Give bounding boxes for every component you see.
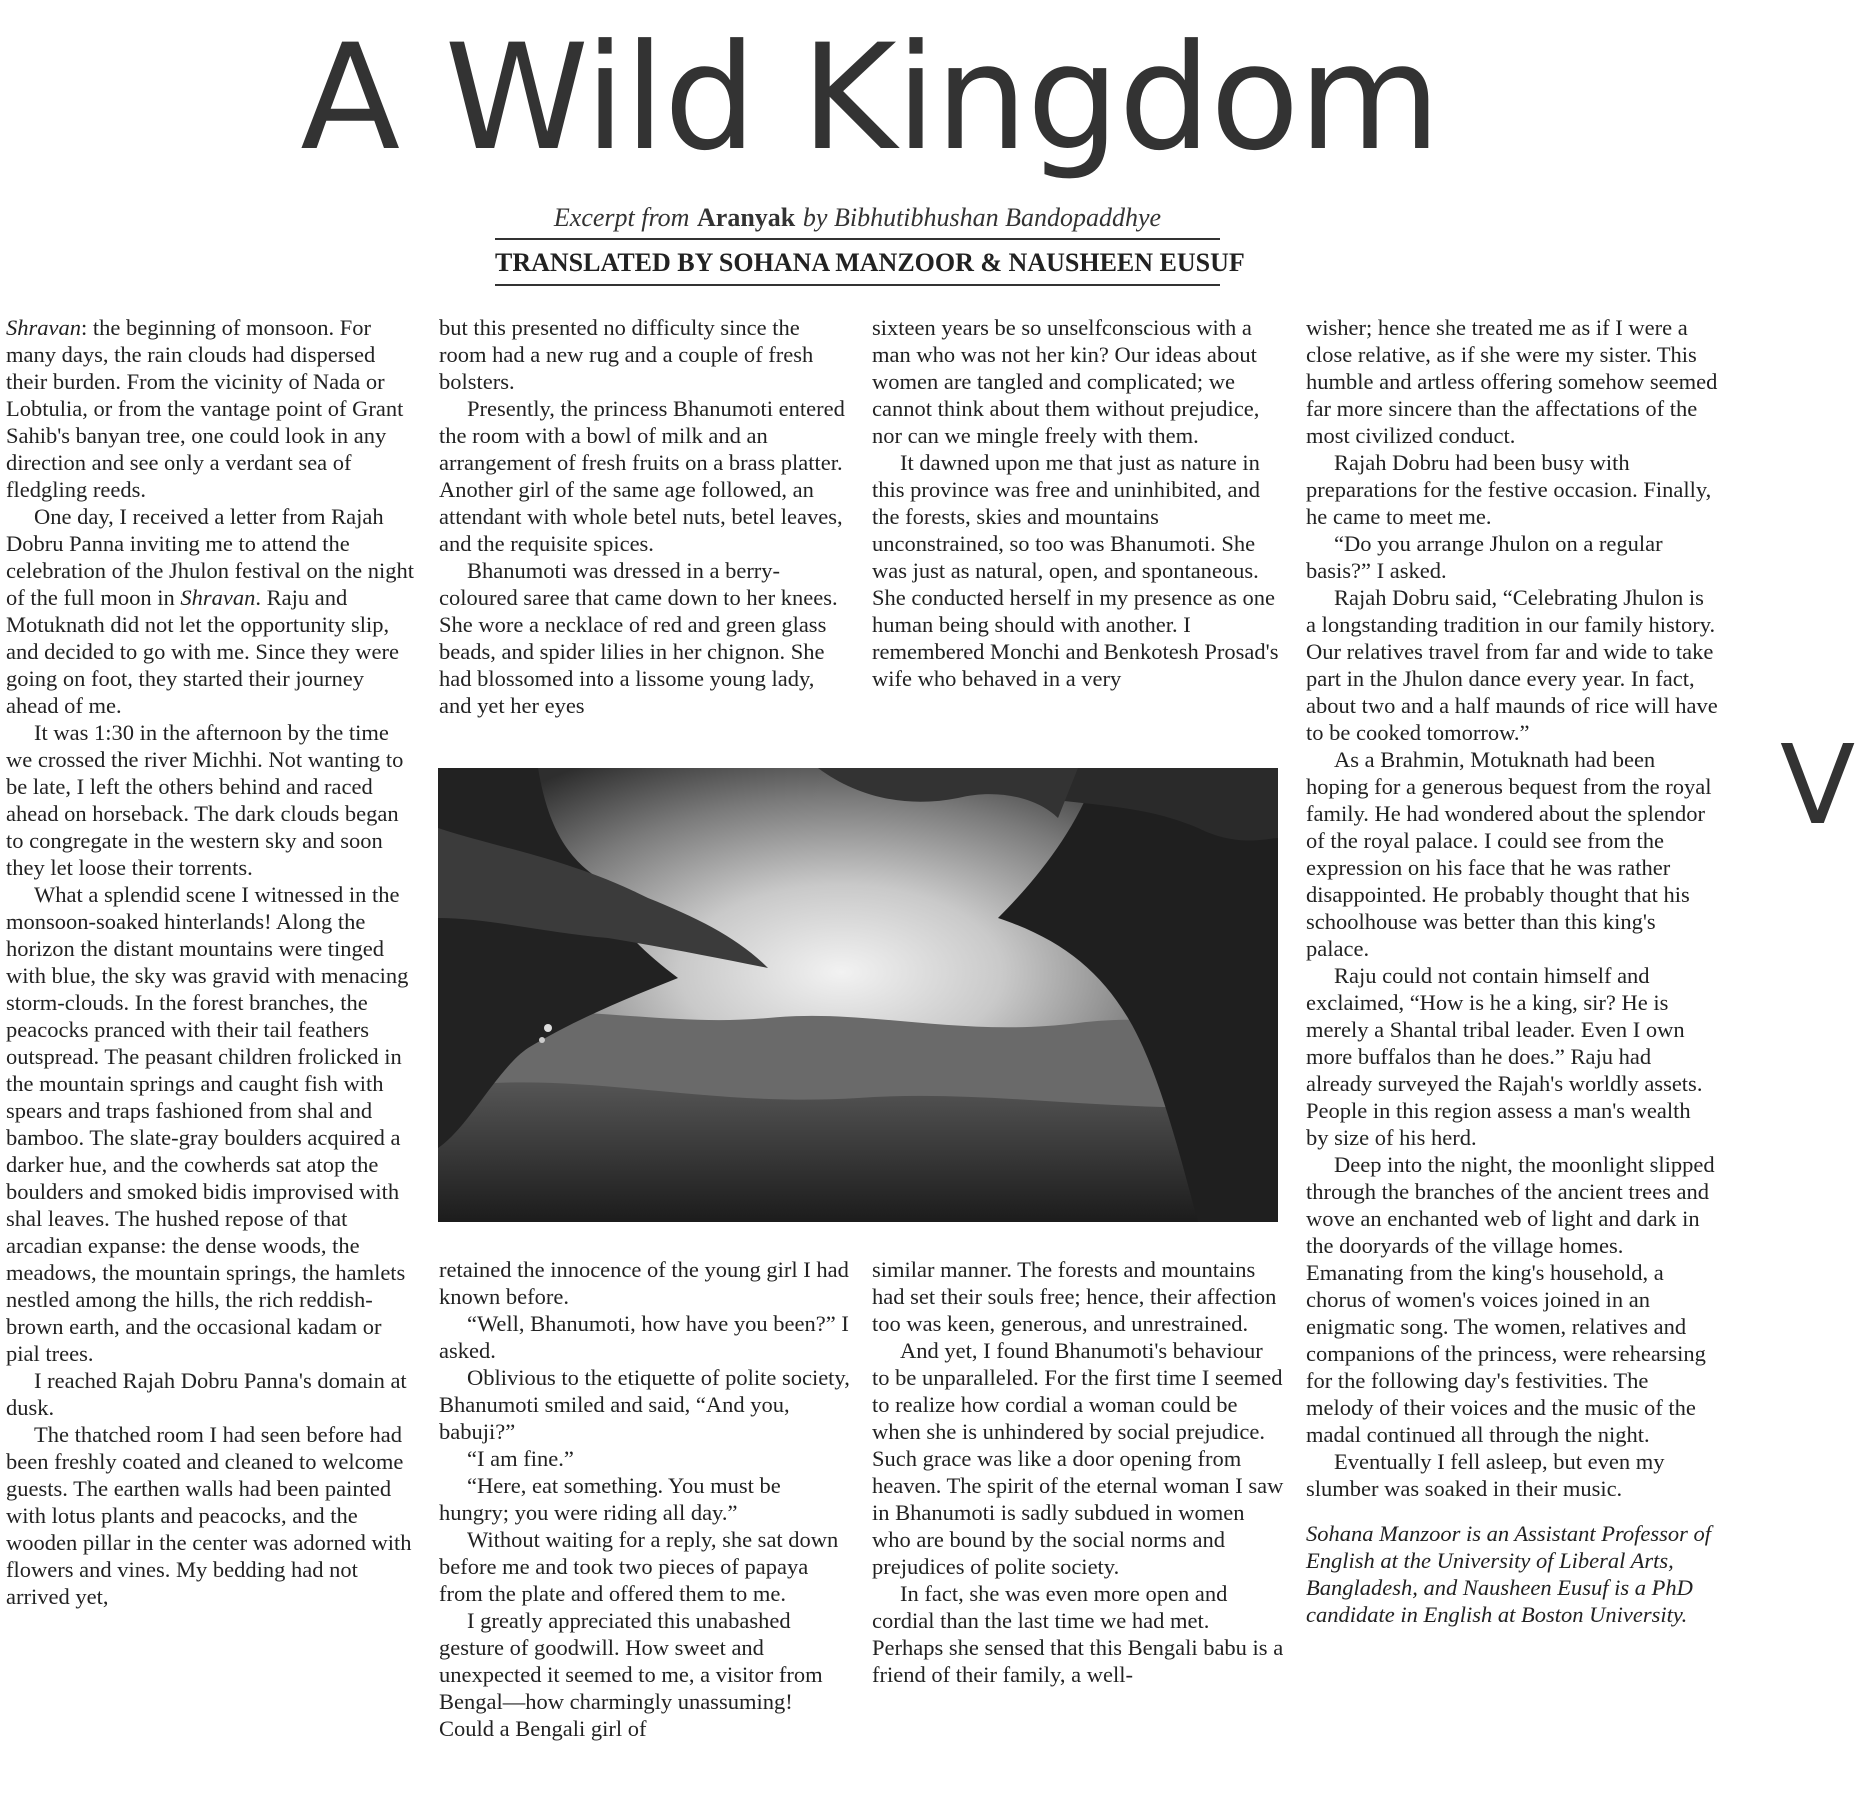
paragraph: Eventually I fell asleep, but even my slumber was soaked in their music. [1306, 1449, 1665, 1501]
paragraph: It was 1:30 in the afternoon by the time we crossed the river Michhi. Not wanting to be late, I left the others behind and raced ahead on horseback. The dark clouds began to congregate in the western sky and soon they let loose their torrents. [6, 720, 404, 880]
article-column-3-top [872, 314, 1284, 746]
paragraph: Oblivious to the etiquette of polite society, Bhanumoti smiled and said, “And you, babuji?” [439, 1365, 850, 1444]
paragraph-text: . Raju and Motuknath did not let the opportunity slip, and decided to go with me. Since they were going on foot, they started their journey ahead of me. [6, 585, 400, 718]
paragraph: Deep into the night, the moonlight slipped through the branches of the ancient trees and wove an enchanted web of light and dark in the dooryards of the village homes. Emanating from the king's household, a chorus of women's voices joined in an enigmatic song. The women, relatives and companions of the princess, were rehearsing for the following day's festivities. The melody of their voices and the music of the madal continued all through the night. [1306, 1152, 1715, 1447]
paragraph: Rajah Dobru had been busy with preparations for the festive occasion. Finally, he came to meet me. [1306, 450, 1712, 529]
paragraph: What a splendid scene I witnessed in the monsoon-soaked hinterlands! Along the horizon the distant mountains were tinged with blue, the sky was gravid with menacing storm-clouds. In the forest branches, the peacocks pranced with their tail feathers outspread. The peasant children frolicked in the mountain springs and caught fish with spears and traps fashioned from shal and bamboo. The slate-gray boulders acquired a darker hue, and the cowherds sat atop the boulders and smoked bidis improvised with shal leaves. The hushed repose of that arcadian expanse: the dense woods, the meadows, the mountain springs, the hamlets nestled among the hills, the rich reddish-brown earth, and the occasional kadam or pial trees. [6, 882, 409, 1366]
paragraph: And yet, I found Bhanumoti's behaviour to be unparalleled. For the first time I seemed to realize how cordial a woman could be when she is unhindered by social prejudice. Such grace was like a door opening from heaven. The spirit of the eternal woman I saw in Bhanumoti is sadly subdued in women who are bound by the social norms and prejudices of polite society. [872, 1338, 1284, 1579]
excerpt-prefix: Excerpt from [553, 203, 690, 232]
paragraph [6, 503, 418, 719]
article-column-3-bottom [872, 1256, 1284, 1784]
paragraph: “I am fine.” [467, 1446, 574, 1471]
italic-term: Shravan [180, 585, 256, 610]
paragraph: Without waiting for a reply, she sat down before me and took two pieces of papaya from the plate and offered them to me. [439, 1527, 839, 1606]
translator-credit: TRANSLATED BY SOHANA MANZOOR & NAUSHEEN EUSUF [495, 240, 1220, 286]
forest-landscape-photo [438, 768, 1278, 1222]
paragraph: It dawned upon me that just as nature in this province was free and uninhibited, and the forests, skies and mountains unconstrained, so too was Bhanumoti. She was just as natural, open, and spontaneous. She conducted herself in my presence as one human being should with another. I remembered Monchi and Benkotesh Prosad's wife who behaved in a very [872, 450, 1279, 691]
paragraph: I reached Rajah Dobru Panna's domain at dusk. [6, 1368, 407, 1420]
paragraph: The thatched room I had seen before had been freshly coated and cleaned to welcome guests. The earthen walls had been painted with lotus plants and peacocks, and the wooden pillar in the center was adorned with flowers and vines. My bedding had not arrived yet, [6, 1422, 412, 1609]
paragraph: I greatly appreciated this unabashed gesture of goodwill. How sweet and unexpected it seemed to me, a visitor from Bengal—how charmingly unassuming! Could a Bengali girl of [439, 1608, 823, 1741]
paragraph: “Here, eat something. You must be hungry; you were riding all day.” [439, 1473, 781, 1525]
paragraph: retained the innocence of the young girl I had known before. [439, 1257, 849, 1309]
paragraph: Rajah Dobru said, “Celebrating Jhulon is a longstanding tradition in our family history. Our relatives travel from far and wide to take part in the Jhulon dance every year. In fact, about two and a half maunds of rice will have to be cooked tomorrow.” [1306, 585, 1718, 745]
article-column-2-bottom [439, 1256, 851, 1784]
paragraph: “Do you arrange Jhulon on a regular basis?” I asked. [1306, 531, 1663, 583]
paragraph: As a Brahmin, Motuknath had been hoping for a generous bequest from the royal family. He had wondered about the splendor of the royal palace. I could see from the expression on his face that he was rather disappointed. He probably thought that his schoolhouse was better than this king's palace. [1306, 747, 1712, 961]
paragraph [6, 314, 418, 503]
cropped-edge-letter: V [1780, 721, 1855, 849]
paragraph: sixteen years be so unselfconscious with a man who was not her kin? Our ideas about women are tangled and complicated; we cannot think about them without prejudice, nor can we mingle freely with them. [872, 315, 1260, 448]
article-column-4 [1306, 314, 1718, 1774]
paragraph: Presently, the princess Bhanumoti entered the room with a bowl of milk and an arrangement of fresh fruits on a brass platter. Another girl of the same age followed, an attendant with whole betel nuts, betel leaves, and the requisite spices. [439, 396, 845, 556]
paragraph: Raju could not contain himself and exclaimed, “How is he a king, sir? He is merely a Shantal tribal leader. Even I own more buffalos than he does.” Raju had already surveyed the Rajah's worldly assets. People in this region assess a man's wealth by size of his herd. [1306, 963, 1703, 1150]
headline: A Wild Kingdom [300, 13, 1440, 183]
article-column-1 [6, 314, 418, 1780]
byline [495, 200, 1245, 286]
paragraph: “Well, Bhanumoti, how have you been?” I asked. [439, 1311, 849, 1363]
paragraph: similar manner. The forests and mountains had set their souls free; hence, their affection too was keen, generous, and unrestrained. [872, 1257, 1277, 1336]
paragraph: Bhanumoti was dressed in a berry-coloured saree that came down to her knees. She wore a necklace of red and green glass beads, and spider lilies in her chignon. She had blossomed into a lissome young lady, and yet her eyes [439, 558, 838, 718]
author-bio: Sohana Manzoor is an Assistant Professor of English at the University of Liberal Arts, Bangladesh, and Nausheen Eusuf is a PhD candidate in English at Boston University. [1306, 1521, 1712, 1627]
paragraph-text: : the beginning of monsoon. For many days, the rain clouds had dispersed their burden. From the vicinity of Nada or Lobtulia, or from the vantage point of Grant Sahib's banyan tree, one could look in any direction and see only a verdant sea of fledgling reeds. [6, 315, 404, 502]
lead-word: Shravan [6, 315, 81, 340]
forest-landscape-illustration [438, 768, 1278, 1222]
book-title: Aranyak [697, 203, 796, 232]
excerpt-credit [495, 200, 1220, 240]
paragraph: wisher; hence she treated me as if I were a close relative, as if she were my sister. This humble and artless offering somehow seemed far more sincere than the affectations of the most civilized conduct. [1306, 315, 1718, 448]
article-column-2-top [439, 314, 851, 746]
author-credit: by Bibhutibhushan Bandopaddhye [802, 203, 1162, 232]
paragraph: but this presented no difficulty since the room had a new rug and a couple of fresh bolsters. [439, 315, 814, 394]
paragraph-text: One day, I received a letter from Rajah Dobru Panna inviting me to attend the celebration of the Jhulon festival on the night of the full moon in [6, 504, 415, 610]
paragraph: In fact, she was even more open and cordial than the last time we had met. Perhaps she sensed that this Bengali babu is a friend of their family, a well- [872, 1581, 1284, 1687]
